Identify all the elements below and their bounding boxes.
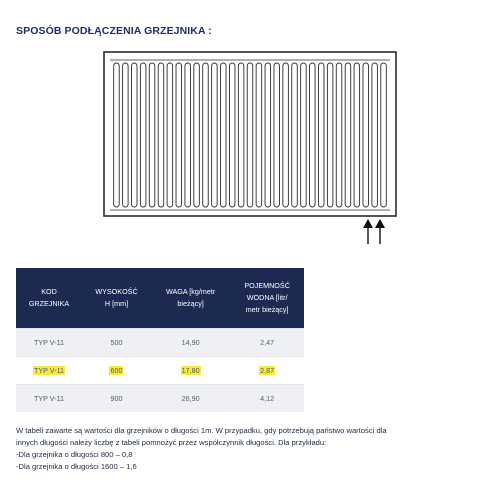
radiator-fin [363, 63, 369, 207]
radiator-spec-table [16, 268, 304, 412]
description-line: W tabeli zawarte są wartości dla grzejników o długości 1m. W przypadku, gdy potrzebują państwo wartości dla [16, 426, 387, 435]
table-cell [230, 385, 304, 413]
table-cell [230, 329, 304, 357]
table-cell-value: 26,90 [181, 394, 200, 403]
table-cell [16, 329, 82, 357]
radiator-fin [203, 63, 209, 207]
description-text [16, 425, 488, 473]
table-cell [151, 385, 230, 413]
radiator-fin [318, 63, 324, 207]
table-cell [230, 357, 304, 385]
radiator-fin [185, 63, 191, 207]
radiator-fin [132, 63, 138, 207]
table-cell [16, 357, 82, 385]
table-cell-value: 2,47 [260, 338, 275, 347]
column-header-line: WYSOKOŚĆ [95, 287, 138, 296]
radiator-fin [372, 63, 378, 207]
table-cell-value: 17,80 [181, 366, 200, 375]
table-row [16, 329, 304, 357]
radiator-fin [345, 63, 351, 207]
table-row [16, 357, 304, 385]
radiator-fin [114, 63, 120, 207]
description-line: -Dla grzejnika o długości 800 – 0,8 [16, 450, 133, 459]
radiator-fin [336, 63, 342, 207]
radiator-fin [140, 63, 146, 207]
column-header-line: POJEMNOŚĆ [244, 281, 290, 290]
radiator-fin [247, 63, 253, 207]
description-line: -Dla grzejnika o długości 1600 – 1,6 [16, 462, 137, 471]
radiator-fin [229, 63, 235, 207]
table-cell-value: 14,90 [181, 338, 200, 347]
table-cell [82, 385, 151, 413]
radiator-fin [212, 63, 218, 207]
radiator-fin [123, 63, 129, 207]
column-header [151, 268, 230, 329]
radiator-fin [381, 63, 387, 207]
radiator-fin [221, 63, 227, 207]
radiator-fin [176, 63, 182, 207]
column-header-line: WODNA [litr/ [246, 293, 288, 302]
column-header-line: bieżący] [177, 299, 204, 308]
page-heading: SPOSÓB PODŁĄCZENIA GRZEJNIKA : [16, 25, 212, 37]
table-cell [151, 329, 230, 357]
table-cell-value: 2,87 [260, 366, 275, 375]
radiator-fins [114, 63, 387, 207]
table-cell-value: 600 [110, 366, 123, 375]
table-cell-value: 500 [110, 338, 123, 347]
table-cell [82, 357, 151, 385]
column-header [230, 268, 304, 329]
description-line: innych długości należy liczbę z tabeli pomnożyć przez współczynnik długości. Dla przykładu: [16, 438, 327, 447]
table-cell [16, 385, 82, 413]
radiator-fin [327, 63, 333, 207]
table-cell-value: TYP V-11 [33, 366, 65, 375]
radiator-fin [238, 63, 244, 207]
upward-arrows-icon [363, 219, 385, 244]
radiator-fin [256, 63, 262, 207]
table-cell [82, 329, 151, 357]
column-header-line: KOD [41, 287, 57, 296]
column-header [82, 268, 151, 329]
radiator-fin [194, 63, 200, 207]
column-header-line: metr bieżący] [245, 305, 289, 314]
radiator-fin [149, 63, 155, 207]
radiator-fin [354, 63, 360, 207]
radiator-fin [310, 63, 316, 207]
table-body [16, 329, 304, 413]
radiator-fin [265, 63, 271, 207]
radiator-fin [274, 63, 280, 207]
radiator-fin [301, 63, 307, 207]
table-cell-value: TYP V-11 [33, 338, 65, 347]
table-header-row [16, 268, 304, 329]
column-header-line: GRZEJNIKA [28, 299, 70, 308]
table-cell-value: 4,12 [260, 394, 275, 403]
column-header [16, 268, 82, 329]
table-row [16, 385, 304, 413]
radiator-fin [283, 63, 289, 207]
table-cell [151, 357, 230, 385]
radiator-fin [158, 63, 164, 207]
radiator-frame [104, 52, 396, 216]
radiator-fin [292, 63, 298, 207]
radiator-fin [167, 63, 173, 207]
column-header-line: H [mm] [104, 299, 129, 308]
column-header-line: WAGA [kg/metr [165, 287, 216, 296]
table-cell-value: 900 [110, 394, 123, 403]
table-cell-value: TYP V-11 [33, 394, 65, 403]
